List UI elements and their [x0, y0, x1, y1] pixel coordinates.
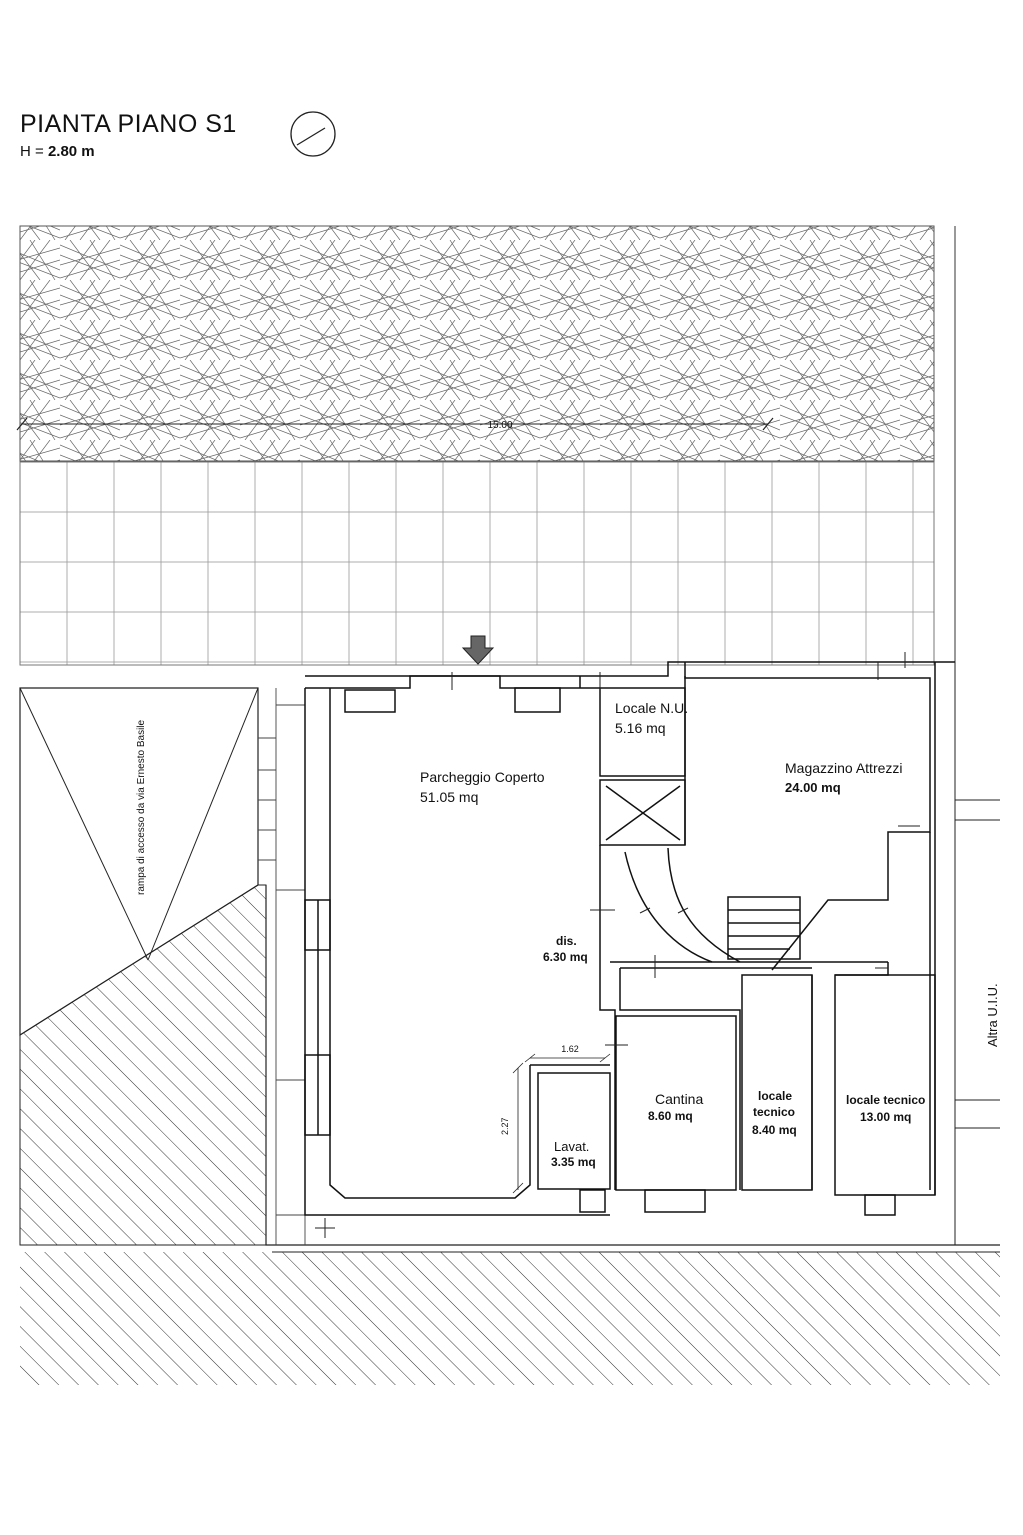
floor-height-value: 2.80 m [47, 143, 95, 160]
neighbor-unit-label: Altra U.I.U. [985, 983, 1000, 1047]
room-area-tecnico1: 8.40 mq [752, 1123, 797, 1137]
room-name-tecnico1-line1: locale [758, 1089, 793, 1103]
room-name-lavat: Lavat. [554, 1139, 590, 1154]
top-width-label: 15.00 [487, 420, 513, 431]
plan-title: PIANTA PIANO S1 [20, 110, 237, 138]
room-area-tecnico2: 13.00 mq [860, 1110, 912, 1124]
room-area-dis: 6.30 mq [543, 950, 588, 964]
room-area-parcheggio: 51.05 mq [420, 789, 479, 805]
walkway-strip [276, 688, 305, 1245]
bath-dimensions [513, 1054, 610, 1193]
floor-height-label: H = [20, 143, 48, 160]
bath-depth-label: 2.27 [500, 1117, 510, 1135]
bath-width-label: 1.62 [561, 1044, 579, 1054]
hatched-soil-bottom [20, 1252, 1000, 1385]
building-walls [305, 662, 955, 1215]
room-name-tecnico2: locale tecnico [846, 1093, 926, 1107]
room-name-locale-nu: Locale N.U. [615, 700, 689, 716]
room-name-parcheggio: Parcheggio Coperto [420, 769, 545, 785]
room-name-tecnico1-line2: tecnico [753, 1105, 796, 1119]
room-name-dis: dis. [556, 934, 577, 948]
ramp-label: rampa di accesso da via Ernesto Basile [136, 719, 147, 895]
tiled-courtyard [20, 462, 934, 665]
room-area-cantina: 8.60 mq [648, 1109, 693, 1123]
garden-area [20, 226, 934, 461]
room-area-lavat: 3.35 mq [551, 1155, 596, 1169]
hatched-soil-left [20, 885, 266, 1245]
room-name-magazzino: Magazzino Attrezzi [785, 760, 903, 776]
tick-marks [315, 652, 920, 1238]
north-arrow-icon [291, 112, 335, 156]
room-area-magazzino: 24.00 mq [785, 780, 841, 795]
room-name-cantina: Cantina [655, 1091, 704, 1107]
room-area-locale-nu: 5.16 mq [615, 720, 666, 736]
